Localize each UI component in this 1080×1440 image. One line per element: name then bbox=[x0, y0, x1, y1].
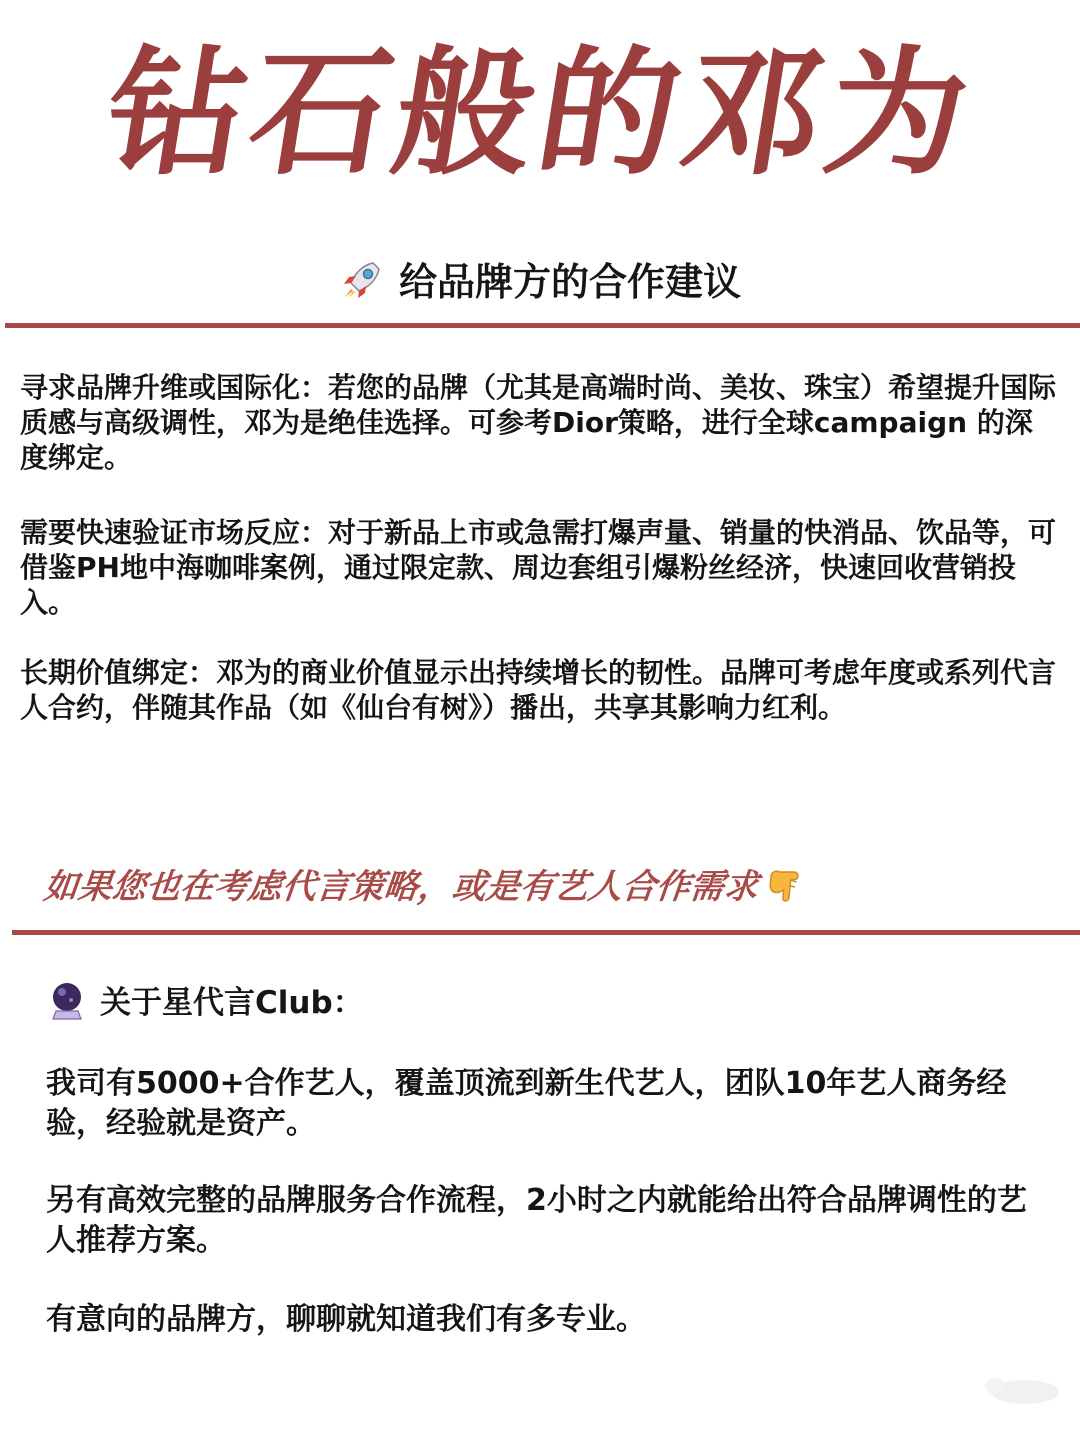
page-title: 钻石般的邓为 bbox=[95, 33, 985, 194]
club-heading-text: 关于星代言Club： bbox=[100, 985, 364, 1021]
advice-paragraph: 长期价值绑定：邓为的商业价值显示出持续增长的韧性。品牌可考虑年度或系列代言人合约，伴随其作品（如《仙台有树》）播出，共享其影响力红利。 bbox=[20, 656, 1057, 724]
cta-text: 如果您也在考虑代言策略，或是有艺人合作需求 bbox=[41, 867, 761, 907]
section-heading-text: 给品牌方的合作建议 bbox=[398, 260, 741, 304]
divider bbox=[12, 930, 1080, 935]
crystal-ball-icon bbox=[48, 981, 86, 1021]
club-paragraph: 有意向的品牌方，聊聊就知道我们有多专业。 bbox=[46, 1302, 646, 1337]
section-heading bbox=[0, 254, 1080, 310]
club-paragraph: 另有高效完整的品牌服务合作流程，2小时之内就能给出符合品牌调性的艺人推荐方案。 bbox=[46, 1183, 1027, 1258]
rocket-icon bbox=[339, 257, 385, 303]
club-paragraph: 我司有5000+合作艺人，覆盖顶流到新生代艺人，团队10年艺人商务经验，经验就是资产。 bbox=[46, 1066, 1007, 1141]
divider bbox=[5, 323, 1080, 328]
watermark-logo bbox=[965, 1370, 1065, 1410]
advice-paragraph: 需要快速验证市场反应：对于新品上市或急需打爆声量、销量的快消品、饮品等，可借鉴PH地中海咖啡案例，通过限定款、周边套组引爆粉丝经济，快速回收营销投入。 bbox=[20, 516, 1057, 619]
cta-line bbox=[41, 862, 1066, 912]
advice-paragraph: 寻求品牌升维或国际化：若您的品牌（尤其是高端时尚、美妆、珠宝）希望提升国际质感与高级调性，邓为是绝佳选择。可参考Dior策略，进行全球campaign 的深度绑定。 bbox=[20, 371, 1057, 474]
pointing-down-icon bbox=[760, 864, 809, 908]
club-heading bbox=[48, 978, 364, 1028]
